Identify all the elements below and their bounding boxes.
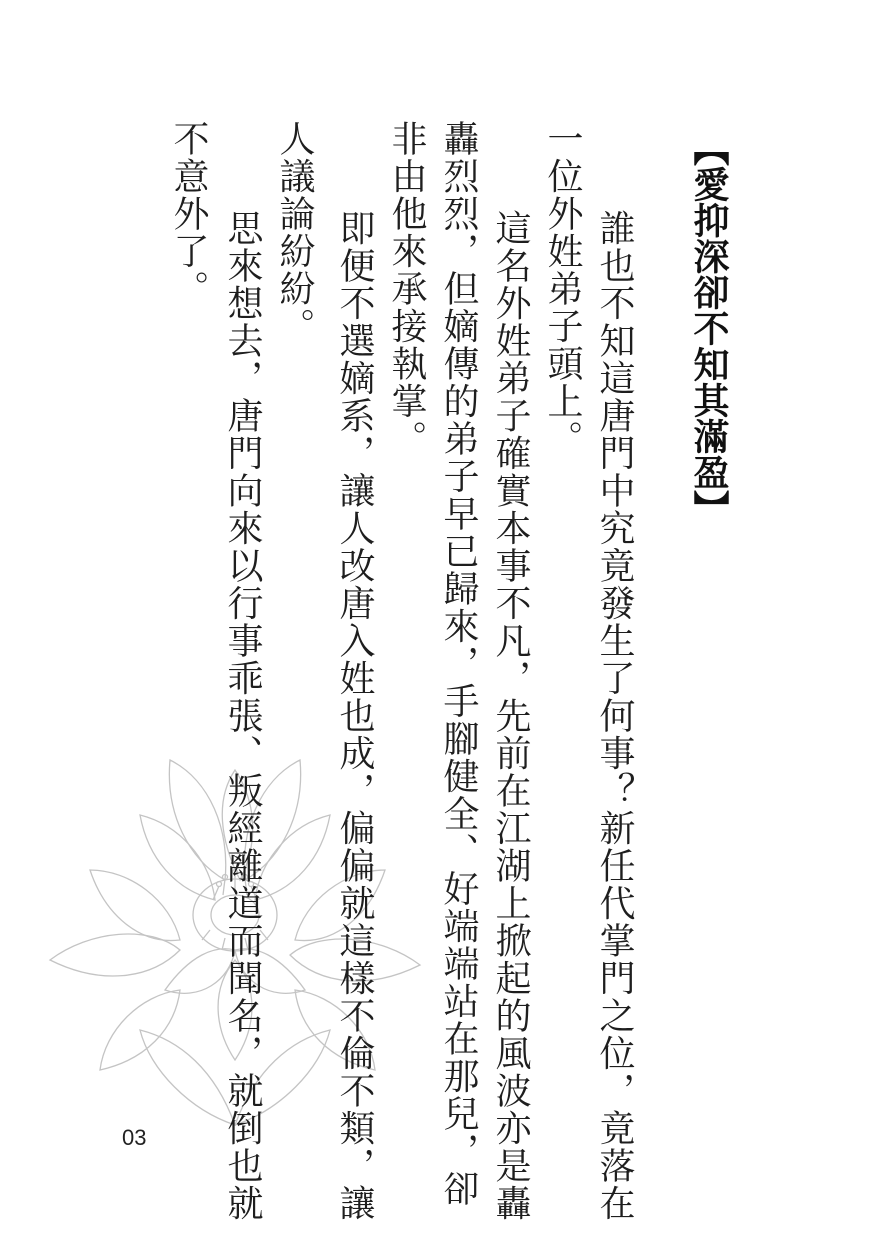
text-column-3: 這名外姓弟子確實本事不凡，先前在江湖上掀起的風波亦是轟 (490, 172, 531, 1222)
text-column-6: 即便不選嫡系，讓人改唐入姓也成，偏偏就這樣不倫不類，讓 (334, 172, 375, 1222)
text-column-1: 誰也不知這唐門中究竟發生了何事？新任代掌門之位，竟落在 (594, 172, 635, 1222)
chapter-title: 【愛抑深卻不知其滿盈】 (688, 130, 729, 526)
text-column-7: 人議論紛紛。 (274, 120, 315, 345)
text-column-4: 轟烈烈，但嫡傳的弟子早已歸來，手腳健全、好端端站在那兒，卻 (438, 120, 479, 1208)
page-number: 03 (122, 1125, 147, 1150)
text-column-5: 非由他來承接執掌。 (386, 120, 427, 458)
text-column-8: 思來想去，唐門向來以行事乖張、叛經離道而聞名，就倒也就 (222, 172, 263, 1222)
text-column-2: 一位外姓弟子頭上。 (542, 120, 583, 458)
text-column-9: 不意外了。 (168, 120, 209, 308)
